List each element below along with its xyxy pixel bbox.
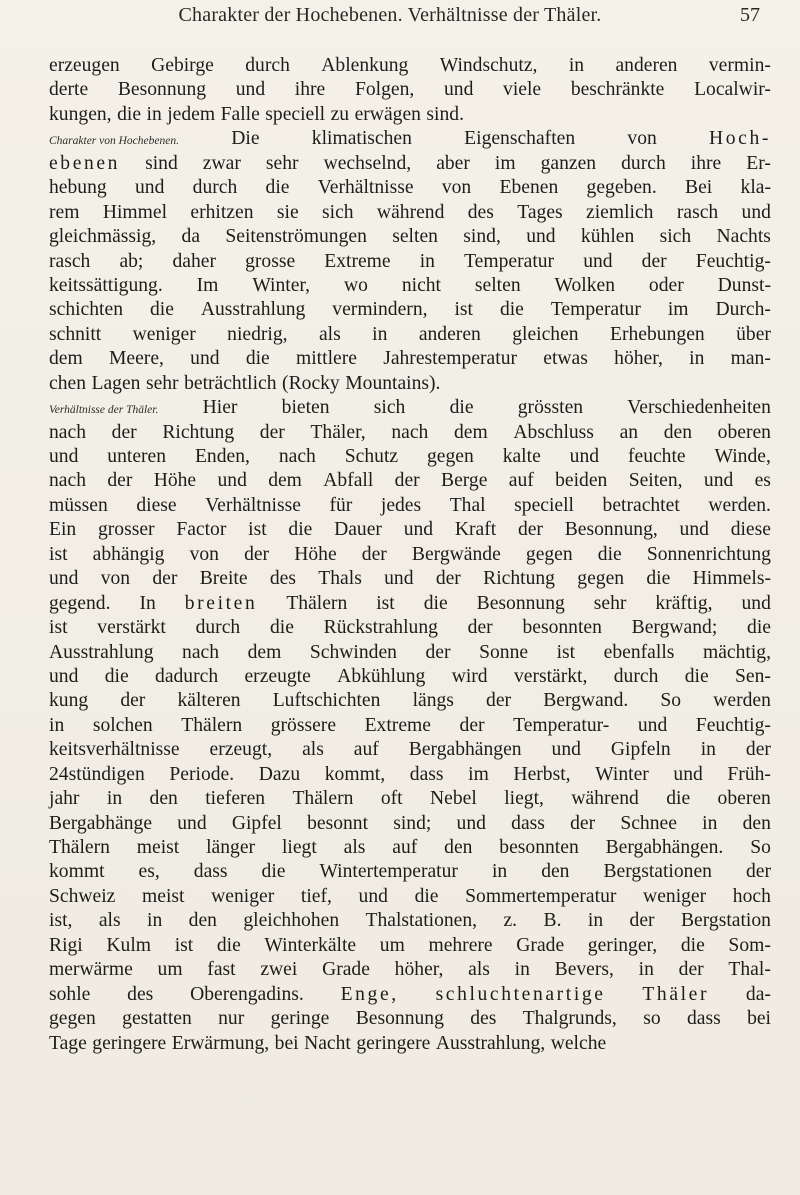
text-line: merwärme um fast zwei Grade höher, als in Bevers, in der Thal-: [49, 959, 771, 981]
text-line: gleichmässig, da Seitenströmungen selten sind, und kühlen sich Nachts: [49, 226, 771, 248]
text-line: derte Besonnung und ihre Folgen, und viele beschränkte Localwir-: [49, 79, 771, 101]
margin-note: Verhältnisse der Thäler.: [49, 404, 159, 417]
margin-note: Charakter von Hochebenen.: [49, 135, 179, 148]
text-line: in solchen Thälern grössere Extreme der Temperatur- und Feuchtig-: [49, 714, 771, 736]
text-line: gegend. In breiten Thälern ist die Besonnung sehr kräftig, und: [49, 592, 771, 614]
text-line: gegen gestatten nur geringe Besonnung des Thalgrunds, so dass bei: [49, 1008, 771, 1030]
text-line: ist, als in den gleichhohen Thalstationen, z. B. in der Bergstation: [49, 910, 771, 932]
text-line: und unteren Enden, nach Schutz gegen kalte und feuchte Winde,: [49, 446, 771, 467]
text-line: müssen diese Verhältnisse für jedes Thal speciell betrachtet werden.: [49, 494, 771, 516]
text-line: kommt es, dass die Wintertemperatur in den Bergstationen der: [49, 861, 771, 883]
body-text: [49, 54, 771, 1056]
text-line: Rigi Kulm ist die Winterkälte um mehrere Grade geringer, die Som-: [49, 934, 771, 956]
text-line: keitssättigung. Im Winter, wo nicht selten Wolken oder Dunst-: [49, 274, 771, 296]
text-line: Ein grosser Factor ist die Dauer und Kraft der Besonnung, und diese: [49, 519, 771, 541]
text-line: ebenen sind zwar sehr wechselnd, aber im ganzen durch ihre Er-: [49, 152, 771, 174]
text-line: und von der Breite des Thals und der Richtung gegen die Himmels-: [49, 568, 771, 590]
text-line: nach der Höhe und dem Abfall der Berge auf beiden Seiten, und es: [49, 470, 771, 492]
text-line: rem Himmel erhitzen sie sich während des Tages ziemlich rasch und: [49, 201, 771, 223]
text-line: ist abhängig von der Höhe der Bergwände gegen die Sonnenrichtung: [49, 543, 771, 565]
text-line: Thälern meist länger liegt als auf den besonnten Bergabhängen. So: [49, 837, 771, 858]
text-line: 24stündigen Periode. Dazu kommt, dass im Herbst, Winter und Früh-: [49, 763, 771, 785]
running-head: Charakter der Hochebenen. Verhältnisse der Thäler.: [178, 4, 602, 26]
text-line: jahr in den tieferen Thälern oft Nebel liegt, während die oberen: [49, 788, 771, 810]
text-line: nach der Richtung der Thäler, nach dem Abschluss an den oberen: [49, 421, 771, 443]
text-line: erzeugen Gebirge durch Ablenkung Windschutz, in anderen vermin-: [49, 55, 771, 76]
text-line: Charakter von Hochebenen. Die klimatischen Eigenschaften von Hoch-: [49, 127, 771, 151]
text-line: schichten die Ausstrahlung vermindern, ist die Temperatur im Durch-: [49, 299, 771, 321]
text-line: Schweiz meist weniger tief, und die Sommertemperatur weniger hoch: [49, 885, 771, 907]
text-line: schnitt weniger niedrig, als in anderen gleichen Erhebungen über: [49, 323, 771, 345]
text-line: Bergabhänge und Gipfel besonnt sind; und dass der Schnee in den: [49, 812, 771, 834]
text-line: ist verstärkt durch die Rückstrahlung der besonnten Bergwand; die: [49, 617, 771, 639]
text-line: chen Lagen sehr beträchtlich (Rocky Mountains).: [49, 372, 441, 394]
text-line: kung der kälteren Luftschichten längs der Bergwand. So werden: [49, 690, 771, 712]
text-line: dem Meere, und die mittlere Jahrestemperatur etwas höher, in man-: [49, 348, 771, 370]
text-line: rasch ab; daher grosse Extreme in Temperatur und der Feuchtig-: [49, 250, 771, 272]
text-line: hebung und durch die Verhältnisse von Ebenen gegeben. Bei kla-: [49, 177, 771, 199]
text-line: keitsverhältnisse erzeugt, als auf Bergabhängen und Gipfeln in der: [49, 739, 771, 761]
text-line: sohle des Oberengadins. Enge, schluchtenartige Thäler da-: [49, 983, 771, 1005]
text-line: Ausstrahlung nach dem Schwinden der Sonne ist ebenfalls mächtig,: [49, 641, 771, 663]
page-number: 57: [740, 4, 760, 26]
text-line: und die dadurch erzeugte Abkühlung wird verstärkt, durch die Sen-: [49, 665, 771, 687]
text-line: Verhältnisse der Thäler. Hier bieten sich die grössten Verschiedenheiten: [49, 396, 771, 420]
text-line: kungen, die in jedem Falle speciell zu erwägen sind.: [49, 103, 464, 125]
text-line: Tage geringere Erwärmung, bei Nacht geringere Ausstrahlung, welche: [49, 1032, 607, 1054]
